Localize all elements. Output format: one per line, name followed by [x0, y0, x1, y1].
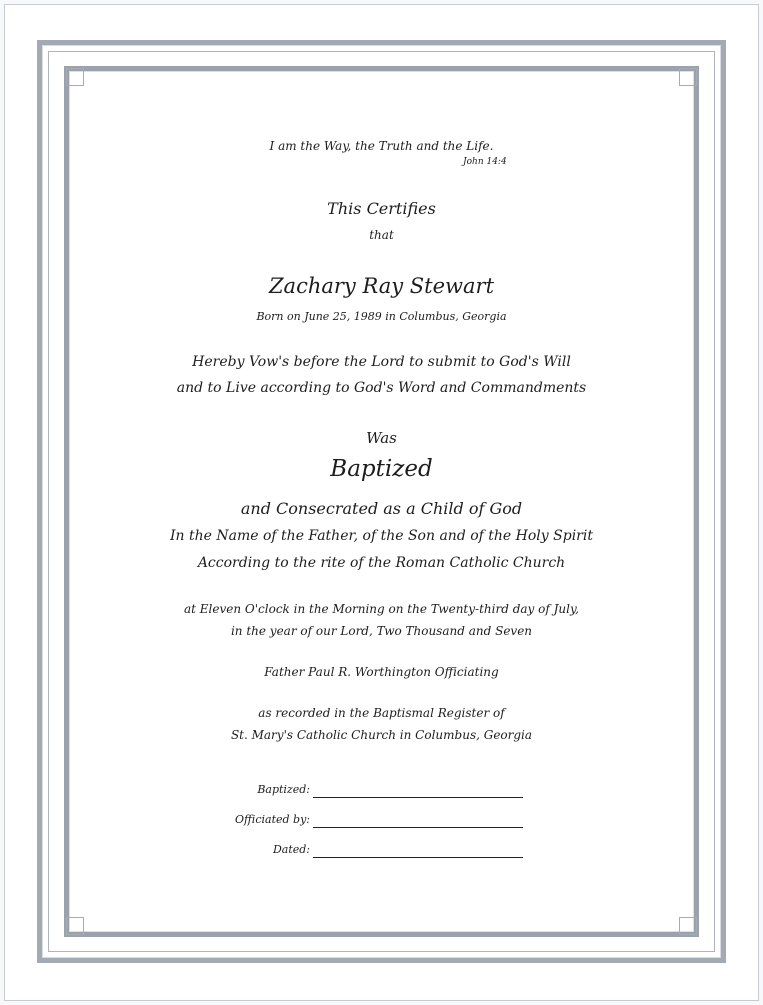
officiant-text: Father Paul R. Worthington Officiating — [264, 665, 499, 679]
scripture-reference: John 14:4 — [463, 157, 507, 167]
ceremony-time-line-2: in the year of our Lord, Two Thousand and Seven — [230, 624, 533, 638]
signature-line — [313, 797, 523, 798]
corner-ornament-top-right — [679, 68, 697, 86]
baptized-heading: Baptized — [330, 456, 433, 482]
signature-row-baptized — [180, 783, 540, 803]
register-line-2: St. Mary's Catholic Church in Columbus, Georgia — [230, 728, 533, 742]
was-text: Was — [366, 429, 397, 447]
signature-label: Baptized: — [257, 783, 310, 796]
recipient-name: Zachary Ray Stewart — [268, 274, 495, 298]
vow-line-2: and to Live according to God's Word and Commandments — [176, 380, 587, 396]
signature-label: Officiated by: — [235, 813, 310, 826]
signature-row-dated — [180, 843, 540, 863]
ceremony-time-line-1: at Eleven O'clock in the Morning on the Twenty-third day of July, — [183, 602, 579, 616]
register-line-1: as recorded in the Baptismal Register of — [258, 706, 505, 720]
signature-label: Dated: — [272, 843, 310, 856]
corner-ornament-bottom-right — [679, 917, 697, 935]
corner-ornament-top-left — [66, 68, 84, 86]
trinity-text: In the Name of the Father, of the Son and of the Holy Spirit — [170, 528, 593, 544]
scripture-verse: I am the Way, the Truth and the Life. — [269, 139, 494, 153]
rite-text: According to the rite of the Roman Catholic Church — [197, 555, 566, 571]
vow-line-1: Hereby Vow's before the Lord to submit to God's Will — [192, 354, 571, 370]
signature-line — [313, 827, 523, 828]
birth-info: Born on June 25, 1989 in Columbus, Georgia — [256, 310, 507, 323]
signature-line — [313, 857, 523, 858]
that-text: that — [369, 228, 394, 242]
corner-ornament-bottom-left — [66, 917, 84, 935]
signature-row-officiated — [180, 813, 540, 833]
consecrated-text: and Consecrated as a Child of God — [240, 499, 523, 518]
certifies-heading: This Certifies — [327, 199, 436, 218]
